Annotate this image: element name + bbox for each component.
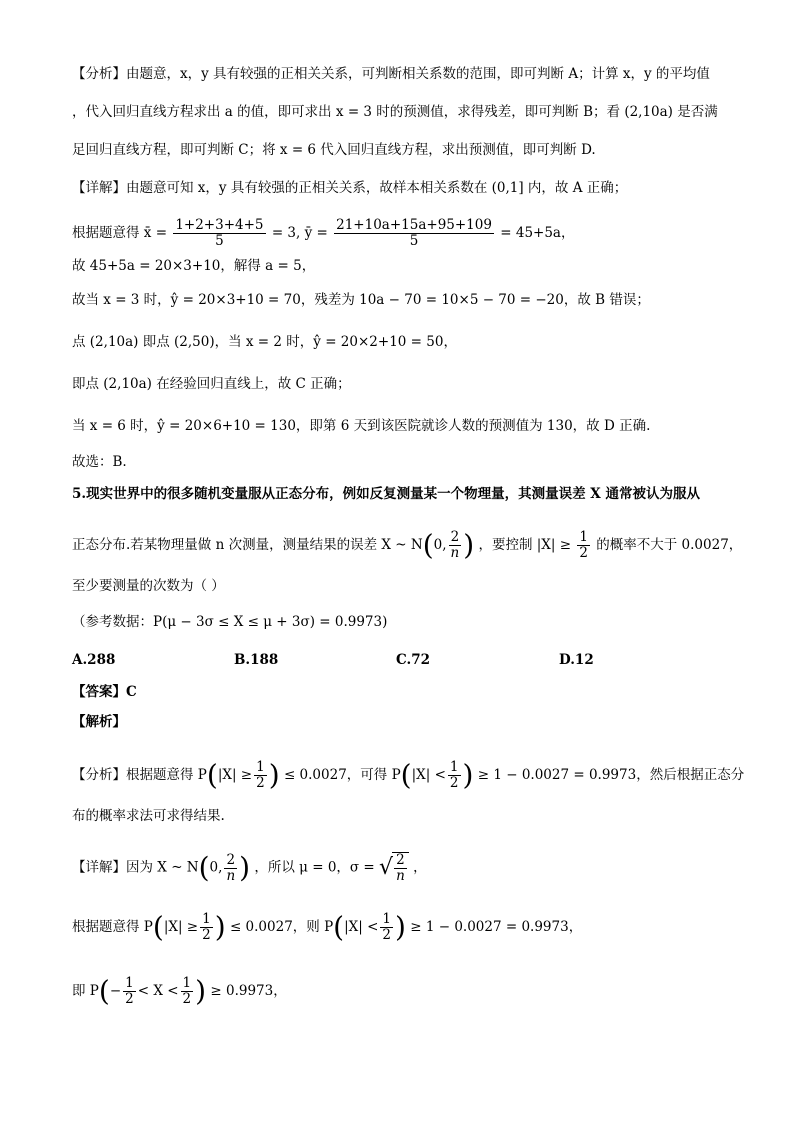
gj-mid: ≤ 0.0027，则 P [229,919,334,935]
fx-mid: ≤ 0.0027，可得 P [283,767,401,783]
half-fraction: $\frac{1}{2}$ [449,759,459,791]
option-a: A.288 [72,652,116,668]
option-c: C.72 [396,652,430,668]
detail-line-predict: 当 x = 6 时，ŷ = 20×6+10 = 130，即第 6 天到该医院就诊人数的预测值为 130，故 D 正确. [72,418,651,434]
mean-x-fraction [173,218,265,249]
sigma-sqrt: √ $\frac{2}{n}$ [379,852,409,884]
analysis-q5-line-1: 【分析】根据题意得 P(|X| ≥ $\frac{1}{2}$ ) ≤ 0.0027，可得 P(|X| < $\frac{1}{2}$ ) ≥ 1 − 0.0027 = 0.9973，然后根据正态分 [72,758,745,792]
detail-line-point: 点 (2,10a) 即点 (2,50)，当 x = 2 时，ŷ = 20×2+10 = 50， [72,334,457,350]
detail-mean-line [72,218,574,249]
last-prefix: 即 P [72,983,99,999]
fraction-numerator: 1 [579,529,588,545]
half-fraction: $\frac{1}{2}$ [382,911,392,943]
fraction-denominator: 2 [579,545,588,561]
detail-q5-line-2: 根据题意得 P(|X| ≥ $\frac{1}{2}$ ) ≤ 0.0027，则 P(|X| < $\frac{1}{2}$ ) ≥ 1 − 0.0027 = 0.9973， [72,910,583,944]
question-5-line-3: 至少要测量的次数为（ ） [72,578,225,594]
xj-prefix: 【详解】因为 X ~ N [72,859,199,876]
half-fraction: $\frac{1}{2}$ [202,911,211,943]
option-b: B.188 [234,652,279,668]
gj-prefix: 根据题意得 P [72,919,153,935]
detail-line-solve-a: 故 45+5a = 20×3+10，解得 a = 5， [72,258,316,274]
fraction-numerator: 2 [450,529,460,545]
question-5-line-2: 正态分布.若某物理量做 n 次测量，测量结果的误差 X ~ N(0, $\frac{2}{n}$ ) ，要控制 |X| ≥ $\frac{1}{2}$ 的概率不大于 0.0027， [72,528,743,562]
mean-mid: = 3, ȳ = [271,225,328,241]
half-fraction: $\frac{1}{2}$ [125,975,134,1007]
mean-prefix: 根据题意得 x̄ = [72,225,168,241]
half-fraction: $\frac{1}{2}$ [256,759,265,791]
half-fraction: $\frac{1}{2}$ [182,975,192,1007]
reference-data: （参考数据：P(μ − 3σ ≤ X ≤ μ + 3σ) = 0.9973) [72,614,388,630]
variance-fraction: $\frac{2}{n}$ [226,851,236,884]
q5-line2-mid: ，要控制 |X| ≥ [478,537,572,553]
detail-q5-line-1: 【详解】因为 X ~ N(0, $\frac{2}{n}$ ) ，所以 μ = 0，σ = √ $\frac{2}{n}$ ， [72,851,427,884]
choice-line: 故选：B. [72,454,127,470]
fraction-numerator: 21+10a+15a+95+109 [336,217,492,233]
analysis-q5-line-2: 布的概率求法可求得结果. [72,808,225,824]
fraction-denominator: 5 [215,233,224,249]
mean-suffix: = 45+5a， [500,225,575,241]
question-5-line-1: 5.现实世界中的很多随机变量服从正态分布，例如反复测量某一个物理量，其测量误差 X 通常被认为服从 [72,486,700,502]
analysis-line-2: ，代入回归直线方程求出 a 的值，即可求出 x = 3 时的预测值，求得残差，即可判断 B；看 (2,10a) 是否满 [72,104,718,120]
analysis-line-3: 足回归直线方程，即可判断 C；将 x = 6 代入回归直线方程，求出预测值，即可判断 D. [72,142,596,158]
last-suffix: ≥ 0.9973， [210,983,287,999]
xj-mid: ，所以 μ = 0，σ = [254,859,375,876]
fraction-numerator: 1+2+3+4+5 [175,217,264,233]
q5-line2-suffix: 的概率不大于 0.0027， [596,537,743,553]
mean-y-fraction [334,218,494,249]
detail-line-residual: 故当 x = 3 时，ŷ = 20×3+10 = 70，残差为 10a − 70 = 10×5 − 70 = −20，故 B 错误； [72,292,650,308]
detail-q5-line-3: 即 P(− $\frac{1}{2}$ < X < $\frac{1}{2}$ ) ≥ 0.9973， [72,974,287,1008]
detail-line-1: 【详解】由题意可知 x，y 具有较强的正相关关系，故样本相关系数在 (0,1] 内，故 A 正确； [72,180,628,196]
half-fraction [577,530,590,561]
fx-suffix: ≥ 1 − 0.0027 = 0.9973，然后根据正态分 [477,767,745,783]
fx-prefix: 【分析】根据题意得 P [72,767,207,783]
analysis-line-1: 【分析】由题意，x，y 具有较强的正相关关系，可判断相关系数的范围，即可判断 A；计算 x，y 的平均值 [72,66,710,82]
answer-line: 【答案】C [72,684,137,700]
xj-suffix: ， [413,859,427,876]
gj-suffix: ≥ 1 − 0.0027 = 0.9973， [410,919,583,935]
detail-line-on-line: 即点 (2,10a) 在经验回归直线上，故 C 正确； [72,376,351,392]
fraction-denominator: 5 [409,233,419,249]
q5-line2-prefix: 正态分布.若某物理量做 n 次测量，测量结果的误差 X ~ N [72,537,423,553]
solution-heading: 【解析】 [72,714,126,730]
option-d: D.12 [559,652,594,668]
fraction-denominator: n [450,545,460,561]
variance-fraction [449,530,462,561]
